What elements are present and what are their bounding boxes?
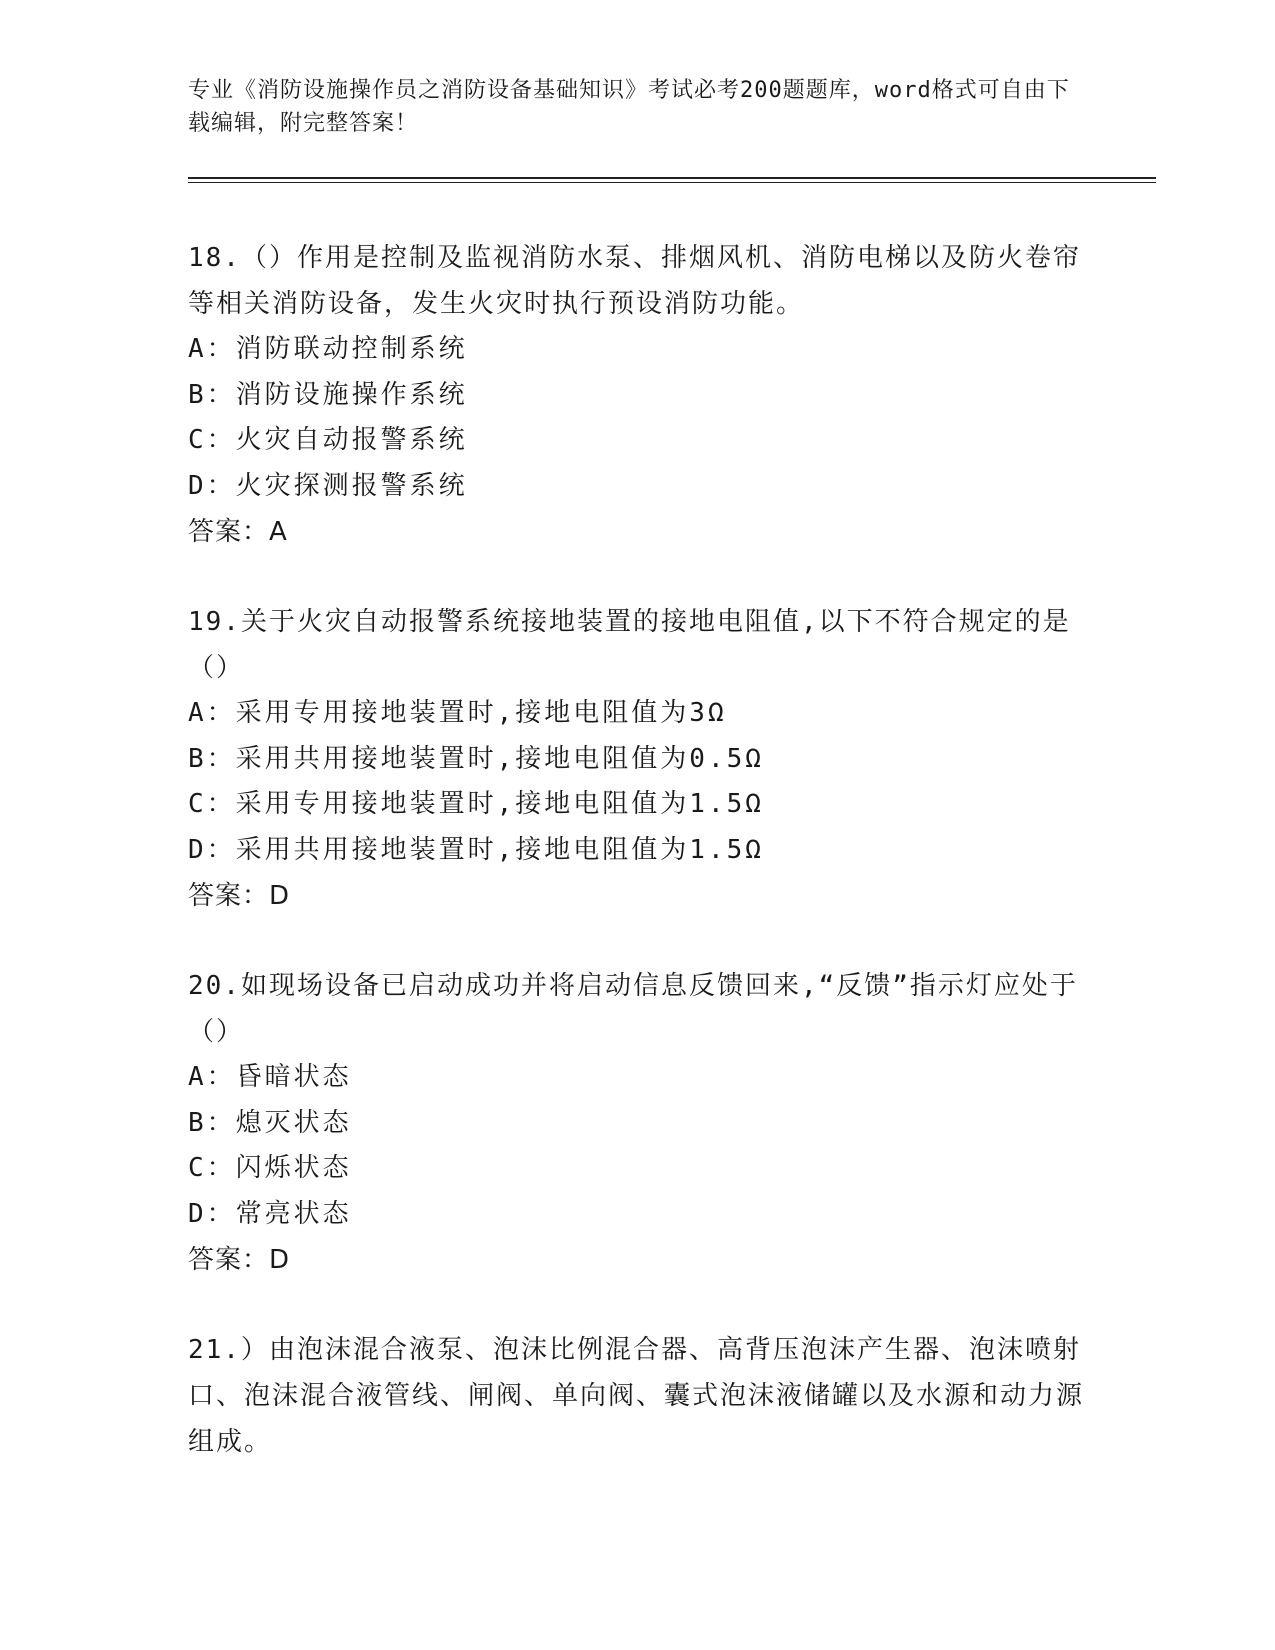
question-list	[188, 235, 1088, 1509]
header-divider	[188, 177, 1156, 179]
option-b: B：熄灭状态	[188, 1107, 352, 1138]
option-d: D：火灾探测报警系统	[188, 470, 468, 501]
answer-line: 答案：A	[188, 517, 288, 547]
question-stem: 19.关于火灾自动报警系统接地装置的接地电阻值,以下不符合规定的是（）	[188, 607, 1071, 683]
document-header: 专业《消防设施操作员之消防设备基础知识》考试必考200题题库，word格式可自由下载编辑，附完整答案！	[188, 78, 1070, 136]
answer-line: 答案：D	[188, 1245, 291, 1275]
option-a: A：昏暗状态	[188, 1062, 352, 1092]
option-c: C：闪烁状态	[188, 1153, 352, 1183]
question-stem: 21.）由泡沫混合液泵、泡沫比例混合器、高背压泡沫产生器、泡沫喷射口、泡沫混合液管线、闸阀、单向阀、囊式泡沫液储罐以及水源和动力源组成。	[188, 1335, 1085, 1457]
option-a: A：消防联动控制系统	[188, 334, 468, 364]
option-b: B：采用共用接地装置时,接地电阻值为0.5Ω	[188, 743, 764, 774]
option-d: D：采用共用接地装置时,接地电阻值为1.5Ω	[188, 834, 764, 865]
question-stem: 18.（）作用是控制及监视消防水泵、排烟风机、消防电梯以及防火卷帘等相关消防设备，发生火灾时执行预设消防功能。	[188, 243, 1081, 319]
option-d: D：常亮状态	[188, 1198, 352, 1229]
option-a: A：采用专用接地装置时,接地电阻值为3Ω	[188, 698, 727, 728]
option-c: C：采用专用接地装置时,接地电阻值为1.5Ω	[188, 789, 764, 819]
option-b: B：消防设施操作系统	[188, 379, 468, 410]
header-divider-thin	[188, 182, 1156, 183]
option-c: C：火灾自动报警系统	[188, 425, 468, 455]
question-18	[188, 235, 1088, 555]
answer-line: 答案：D	[188, 881, 291, 911]
question-20	[188, 963, 1088, 1283]
question-21	[188, 1327, 1088, 1465]
question-19	[188, 599, 1088, 919]
question-stem: 20.如现场设备已启动成功并将启动信息反馈回来,“反馈”指示灯应处于（）	[188, 971, 1078, 1047]
